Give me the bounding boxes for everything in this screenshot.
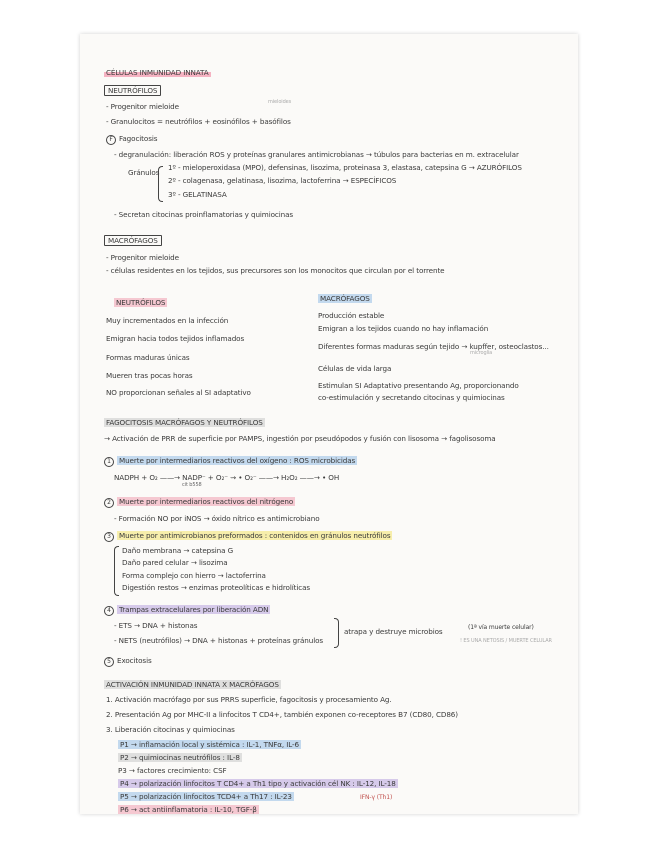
side-note: IFN-γ (Th1): [360, 794, 393, 801]
text-line: - Formación NO por iNOS → óxido nítrico es antimicrobiano: [114, 514, 320, 523]
brace: [114, 546, 119, 596]
mechanism-5: 5 Exocitosis: [104, 656, 152, 667]
compare-left-item: NO proporcionan señales al SI adaptativo: [106, 388, 251, 397]
list-item: - ETS → DNA + histonas: [114, 621, 198, 630]
section-fagocitosis-heading: FAGOCITOSIS MACRÓFAGOS Y NEUTRÓFILOS: [106, 418, 263, 427]
compare-right-item: Estimulan SI Adaptativo presentando Ag, proporcionando: [318, 381, 519, 390]
compare-right-heading: MACRÓFAGOS: [320, 294, 370, 303]
step-3: 3. Liberación citocinas y quimiocinas: [106, 725, 235, 734]
faint-note: mieloides: [268, 99, 292, 105]
text-line: - Progenitor mieloide: [106, 102, 179, 111]
list-item: Digestión restos → enzimas proteolíticas e hidrolíticas: [122, 583, 311, 592]
compare-right-item: Producción estable: [318, 311, 385, 320]
granulo-2: 2º - colagenasa, gelatinasa, lisozima, lactoferrina → ESPECÍFICOS: [168, 176, 397, 185]
list-item: - NETS (neutrófilos) → DNA + histonas + proteínas gránulos: [114, 636, 324, 645]
text-line: - degranulación: liberación ROS y proteínas granulares antimicrobianas → túbulos para bacterias en m. extracelular: [114, 150, 519, 159]
section-neutrofilos-heading: NEUTRÓFILOS: [104, 86, 161, 95]
compare-right-item: Emigran a los tejidos cuando no hay inflamación: [318, 324, 489, 333]
granulo-3: 3º - GELATINASA: [168, 190, 227, 199]
compare-right-item: Diferentes formas maduras según tejido → kupffer, osteoclastos...: [318, 342, 549, 351]
faint-note: microglía: [470, 350, 493, 356]
mechanism-2: 2 Muerte por intermediarios reactivos del nitrógeno: [104, 497, 295, 508]
p-item: P3 → factores crecimiento: CSF: [118, 766, 227, 775]
compare-left-item: Muy incrementados en la infección: [106, 316, 229, 325]
step-2: 2. Presentación Ag por MHC-II a linfocitos T CD4+, también exponen co-receptores B7 (CD80, CD86): [106, 710, 458, 719]
p-item: P1 → inflamación local y sistémica : IL-1, TNFα, IL-6: [120, 740, 300, 749]
brace: [334, 618, 339, 648]
text-line: - Granulocitos = neutrófilos + eosinófilos + basófilos: [106, 117, 291, 126]
section-activacion-heading: ACTIVACIÓN INMUNIDAD INNATA X MACRÓFAGOS: [106, 680, 279, 689]
text-line: → Activación de PRR de superficie por PAMPS, ingestión por pseudópodos y fusión con lisosoma → fagolisosoma: [104, 434, 496, 443]
mechanism-4: 4 Trampas extracelulares por liberación ADN: [104, 605, 270, 616]
compare-right-item: Células de vida larga: [318, 364, 392, 373]
step-1: 1. Activación macrófago por sus PRRS superficie, fagocitosis y procesamiento Ag.: [106, 695, 392, 704]
compare-left-item: Mueren tras pocas horas: [106, 371, 193, 380]
list-item: Daño membrana → catepsina G: [122, 546, 234, 555]
list-item: atrapa y destruye microbios: [344, 627, 443, 636]
p-item: P2 → quimiocinas neutrófilos : IL-8: [120, 753, 240, 762]
text-line: - Secretan citocinas proinflamatorias y quimiocinas: [114, 210, 294, 219]
p-item: P4 → polarización linfocitos T CD4+ a Th1 tipo y activación cél NK : IL-12, IL-18: [120, 779, 396, 788]
text-line: - Progenitor mieloide: [106, 253, 179, 262]
side-note: (1ª vía muerte celular): [468, 624, 534, 631]
granulos-label: Gránulos: [128, 168, 160, 177]
faint-note: ! ES UNA NETOSIS / MUERTE CELULAR: [460, 638, 552, 644]
brace: [158, 166, 163, 202]
p-item: P6 → act antiinflamatoria : IL-10, TGF-β: [120, 805, 257, 814]
compare-left-heading: NEUTRÓFILOS: [116, 298, 166, 307]
reaction-enzyme: cit b558: [182, 482, 202, 488]
list-item: Forma complejo con hierro → lactoferrina: [122, 571, 266, 580]
granulo-1: 1º - mieloperoxidasa (MPO), defensinas, lisozima, proteinasa 3, elastasa, catepsina G → AZURÓFILOS: [168, 163, 522, 172]
section-macrofagos-heading: MACRÓFAGOS: [104, 236, 162, 245]
fagocitosis-item: F Fagocitosis: [106, 134, 157, 145]
p-item: P5 → polarización linfocitos TCD4+ a Th17 : IL-23: [120, 792, 292, 801]
mechanism-3: 3 Muerte por antimicrobianos preformados : contenidos en gránulos neutrófilos: [104, 531, 392, 542]
reaction-equation: NADPH + O₂ ——→ NADP⁻ + O₂⁻ ⇝ • O₂⁻ ——→ H₂O₂ ——→ • OH: [114, 473, 340, 482]
text-line: - células residentes en los tejidos, sus precursores son los monocitos que circulan por el torrente: [106, 266, 445, 275]
page-title: CÉLULAS INMUNIDAD INNATA: [106, 68, 209, 77]
compare-right-item: co-estimulación y secretando citocinas y quimiocinas: [318, 393, 505, 402]
list-item: Daño pared celular → lisozima: [122, 558, 228, 567]
compare-left-item: Emigran hacia todos tejidos inflamados: [106, 334, 245, 343]
compare-left-item: Formas maduras únicas: [106, 353, 190, 362]
mechanism-1: 1 Muerte por intermediarios reactivos del oxígeno : ROS microbicidas: [104, 456, 357, 467]
